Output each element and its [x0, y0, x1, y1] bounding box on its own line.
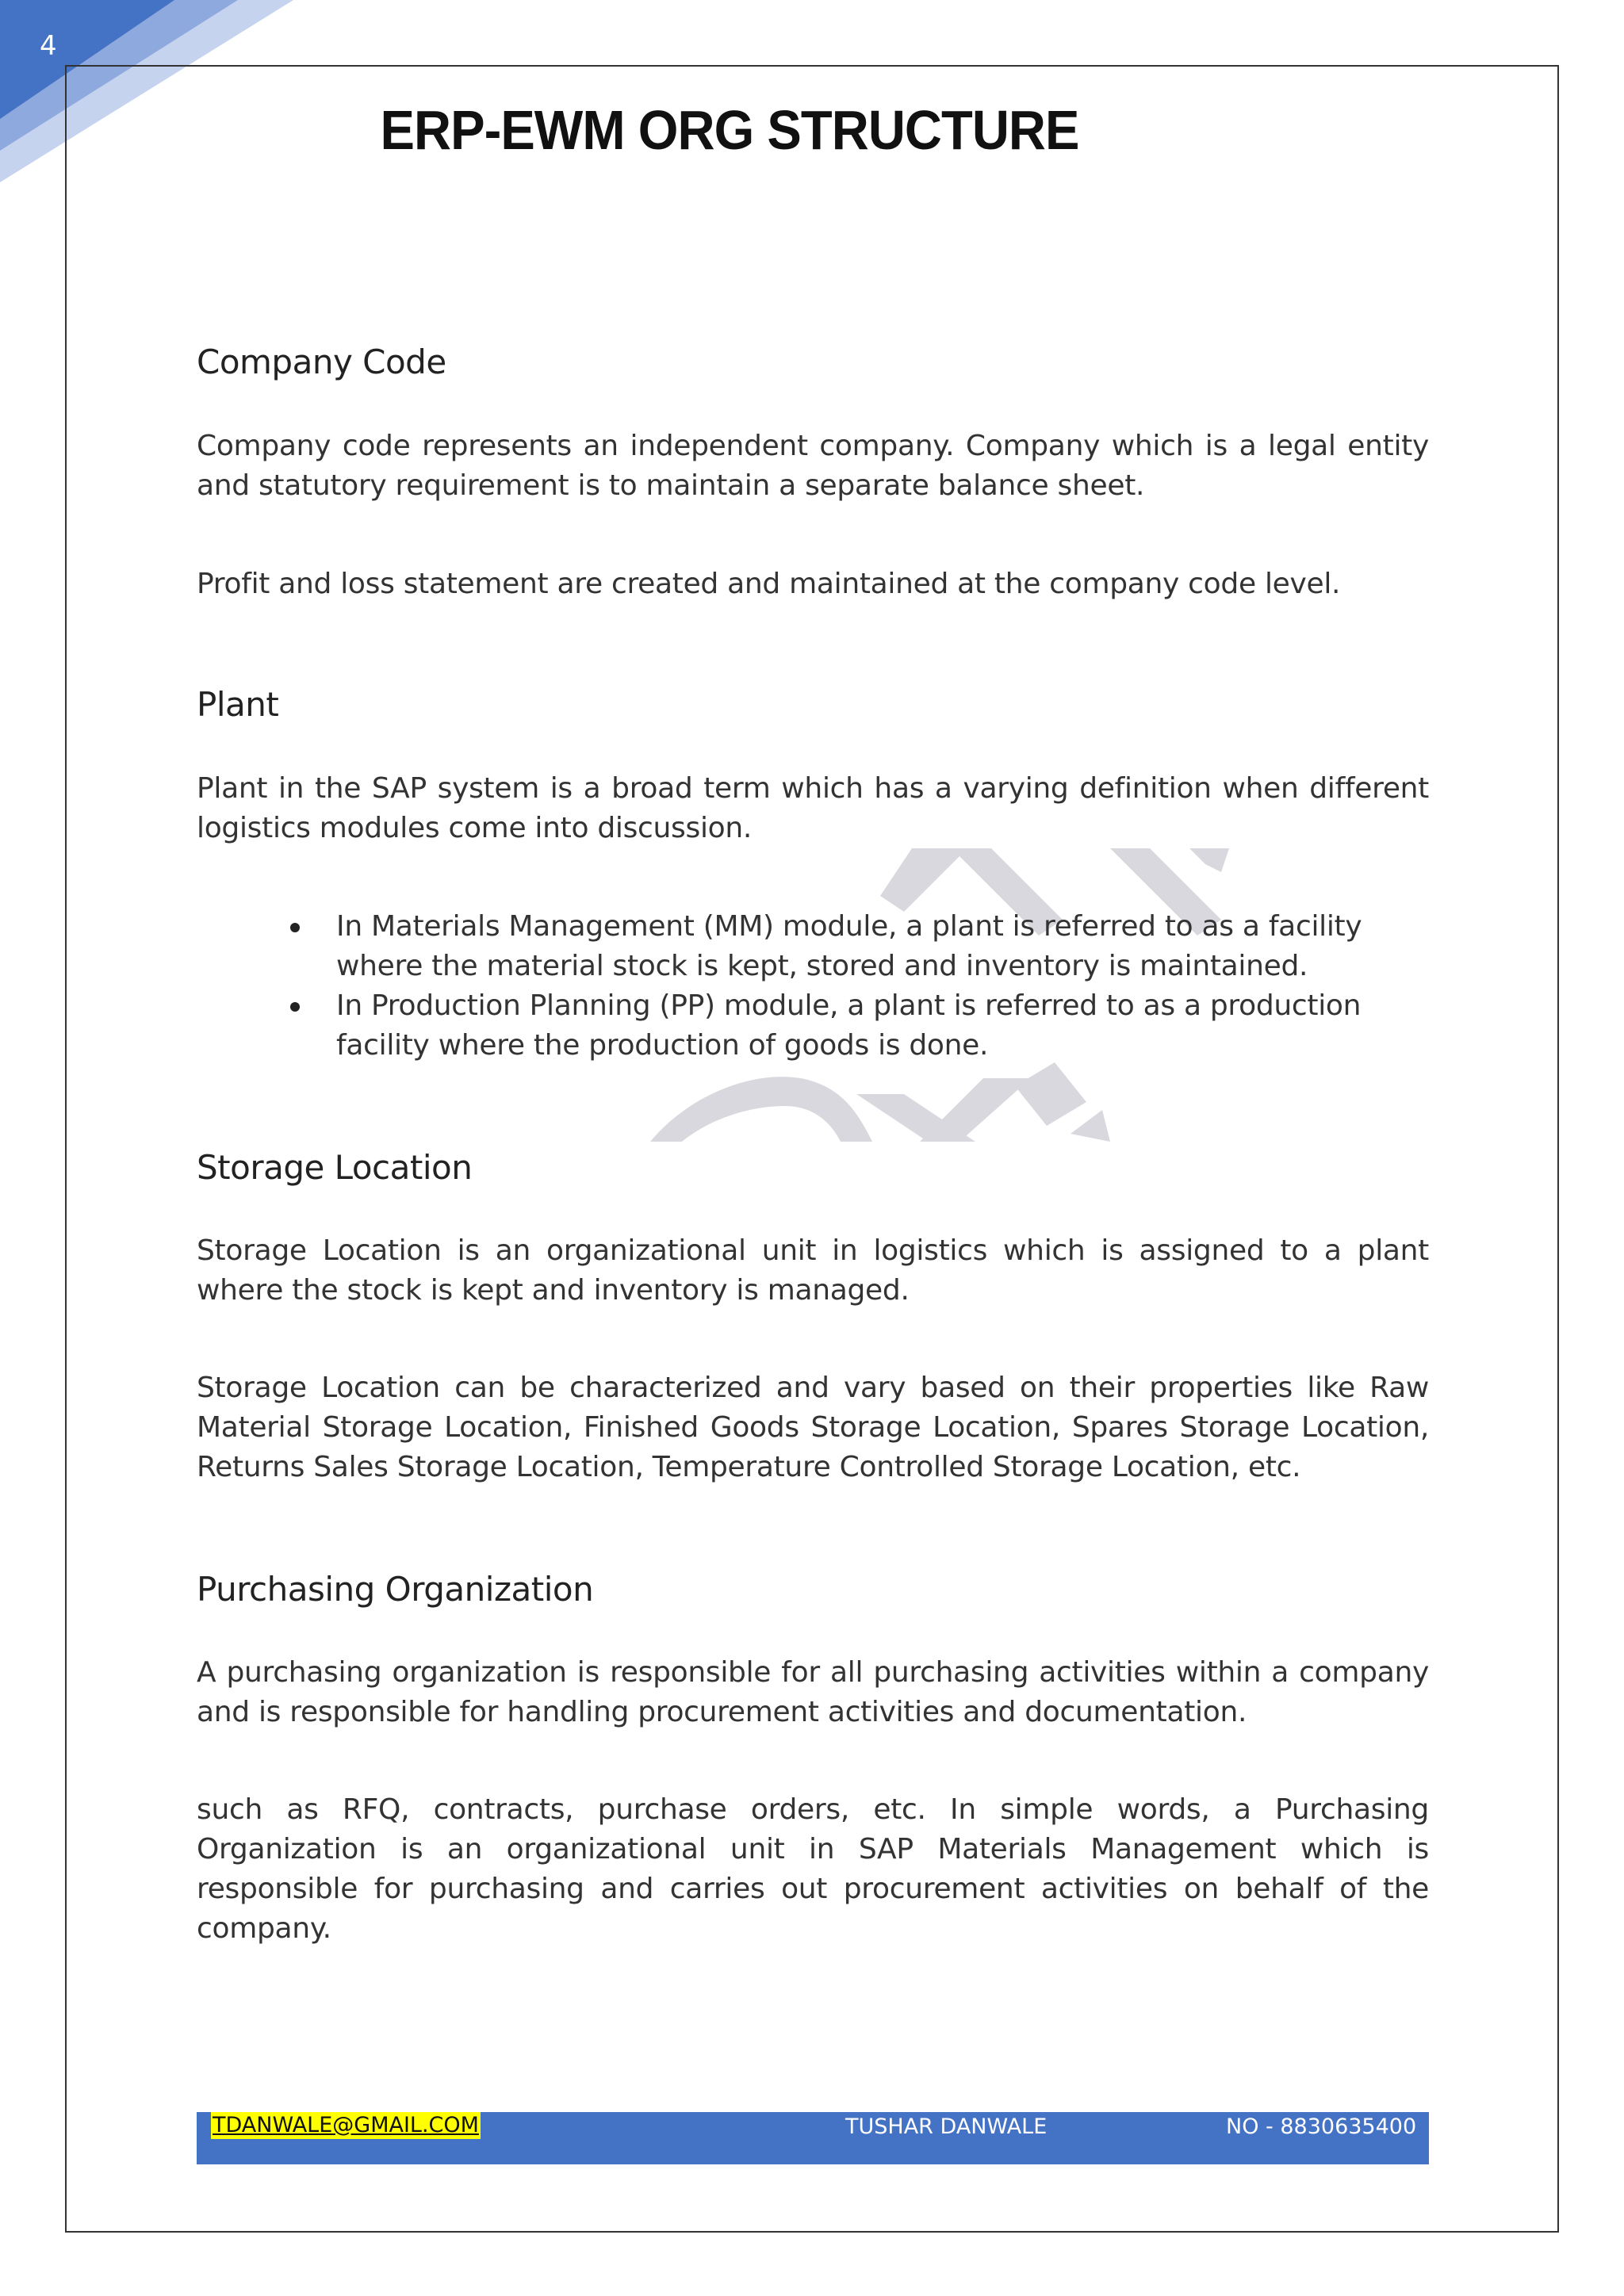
footer-phone-number: NO - 8830635400 — [1226, 2114, 1417, 2139]
heading-plant: Plant — [197, 685, 279, 724]
heading-purchasing-organization: Purchasing Organization — [197, 1570, 594, 1609]
paragraph-company-code-2: Profit and loss statement are created and maintained at the company code level. — [197, 568, 1341, 600]
footer-bar — [197, 2112, 1429, 2164]
list-item — [197, 907, 1429, 986]
heading-company-code: Company Code — [197, 342, 446, 381]
paragraph-storage-location-1: Storage Location is an organizational unit in logistics which is assigned to a plant where the stock is kept and inventory is managed. — [197, 1234, 1429, 1307]
paragraph-storage-location-2: Storage Location can be characterized and vary based on their properties like Raw Material Storage Location, Finished Goods Storage Location, Spares Storage Location, Returns Sales Storage Location, Temperature Controlled Storage Location, etc. — [197, 1372, 1429, 1483]
page-title: ERP-EWM ORG STRUCTURE — [380, 99, 1079, 161]
footer-author-name: TUSHAR DANWALE — [845, 2114, 1048, 2139]
list-item-text: In Materials Management (MM) module, a plant is referred to as a facility where the material stock is kept, stored and inventory is maintained. — [336, 910, 1362, 982]
plant-bullet-list — [197, 907, 1429, 1066]
paragraph-purchasing-organization-2: such as RFQ, contracts, purchase orders, etc. In simple words, a Purchasing Organization is an organizational unit in SAP Materials Management which is responsible for purchasing and carries out procurement activities on behalf of the company. — [197, 1793, 1429, 1945]
paragraph-plant-1: Plant in the SAP system is a broad term which has a varying definition when different logistics modules come into discussion. — [197, 772, 1429, 844]
footer-email-link[interactable]: TDANWALE@GMAIL.COM — [213, 2113, 479, 2137]
bullet-icon — [290, 1002, 300, 1012]
bullet-icon — [290, 923, 300, 932]
heading-storage-location: Storage Location — [197, 1148, 473, 1187]
paragraph-purchasing-organization-1: A purchasing organization is responsible for all purchasing activities within a company and is responsible for handling procurement activities and documentation. — [197, 1656, 1429, 1728]
page-number: 4 — [40, 30, 57, 62]
list-item-text: In Production Planning (PP) module, a plant is referred to as a production facility where the production of goods is done. — [336, 989, 1362, 1062]
list-item — [197, 986, 1429, 1066]
paragraph-company-code-1: Company code represents an independent company. Company which is a legal entity and statutory requirement is to maintain a separate balance sheet. — [197, 430, 1429, 502]
